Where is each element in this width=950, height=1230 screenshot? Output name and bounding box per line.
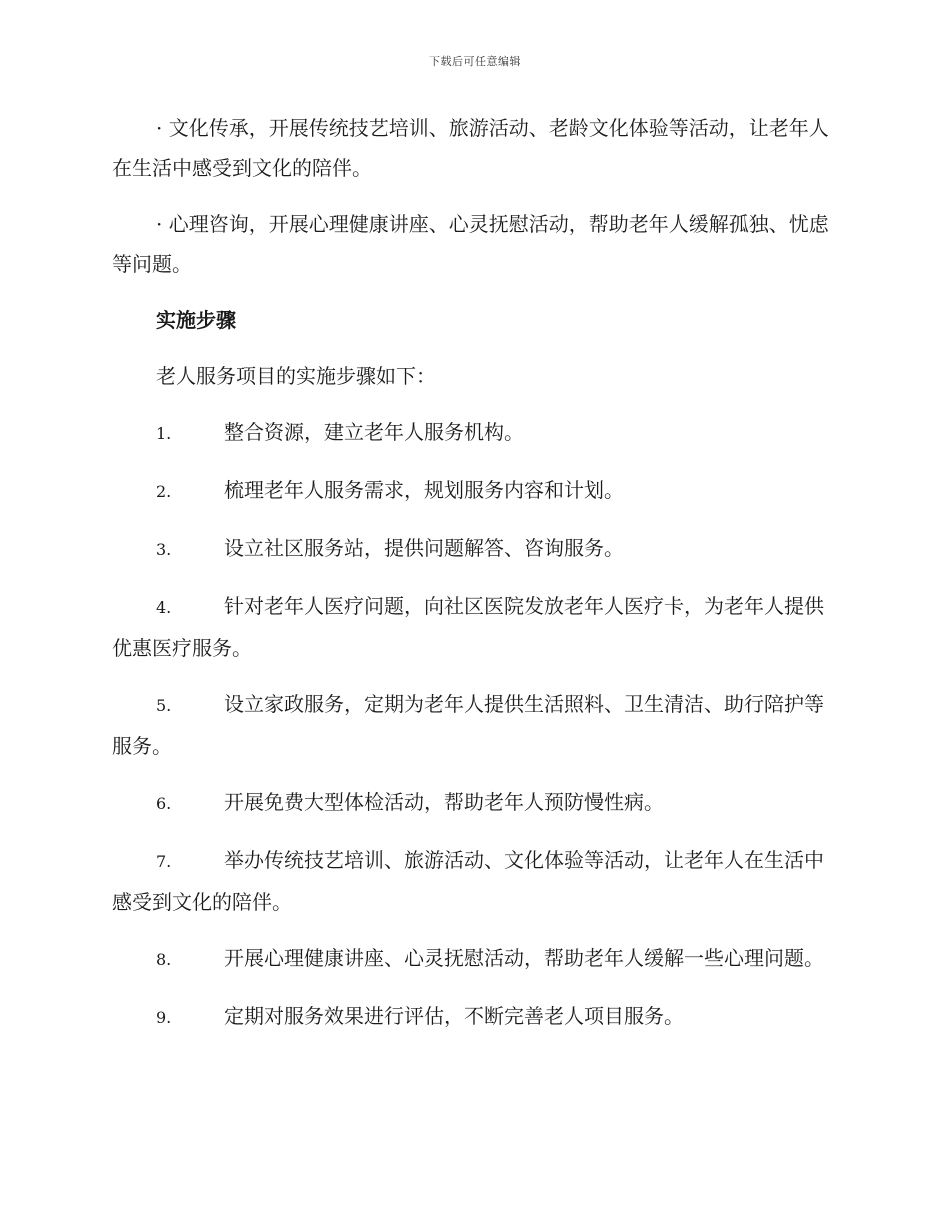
- list-item: [112, 782, 836, 824]
- step-text: 设立家政服务，定期为老年人提供生活照料、卫生清洁、助行陪护等服务。: [112, 692, 824, 758]
- list-item: [112, 684, 836, 766]
- step-text: 整合资源，建立老年人服务机构。: [224, 420, 524, 444]
- document-body: [112, 108, 836, 1054]
- list-item: [112, 996, 836, 1038]
- step-number: 3.: [156, 540, 172, 559]
- step-number: 4.: [156, 598, 172, 617]
- list-item: [112, 586, 836, 668]
- step-number: 8.: [156, 950, 172, 969]
- list-item: [112, 528, 836, 570]
- page-header-note: 下载后可任意编辑: [429, 55, 521, 68]
- step-number: 9.: [156, 1008, 172, 1027]
- list-item: [112, 470, 836, 512]
- section-title: 实施步骤: [156, 308, 236, 332]
- step-text: 设立社区服务站，提供问题解答、咨询服务。: [224, 536, 624, 560]
- bullet-psychology: · 心理咨询，开展心理健康讲座、心灵抚慰活动，帮助老年人缓解孤独、忧虑等问题。: [112, 212, 829, 276]
- section-intro: 老人服务项目的实施步骤如下：: [156, 364, 436, 388]
- step-number: 6.: [156, 794, 172, 813]
- step-number: 2.: [156, 482, 172, 501]
- step-text: 定期对服务效果进行评估，不断完善老人项目服务。: [224, 1004, 684, 1028]
- bullet-culture: · 文化传承，开展传统技艺培训、旅游活动、老龄文化体验等活动，让老年人在生活中感受到文化的陪伴。: [112, 116, 829, 180]
- step-number: 5.: [156, 696, 172, 715]
- step-text: 举办传统技艺培训、旅游活动、文化体验等活动，让老年人在生活中感受到文化的陪伴。: [112, 848, 824, 914]
- step-number: 1.: [156, 424, 172, 443]
- step-text: 针对老年人医疗问题，向社区医院发放老年人医疗卡，为老年人提供优惠医疗服务。: [112, 594, 824, 660]
- list-item: [112, 840, 836, 922]
- step-text: 开展免费大型体检活动，帮助老年人预防慢性病。: [224, 790, 664, 814]
- list-item: [112, 938, 836, 980]
- list-item: [112, 412, 836, 454]
- step-text: 梳理老年人服务需求，规划服务内容和计划。: [224, 478, 624, 502]
- step-number: 7.: [156, 852, 172, 871]
- step-text: 开展心理健康讲座、心灵抚慰活动，帮助老年人缓解一些心理问题。: [224, 946, 824, 970]
